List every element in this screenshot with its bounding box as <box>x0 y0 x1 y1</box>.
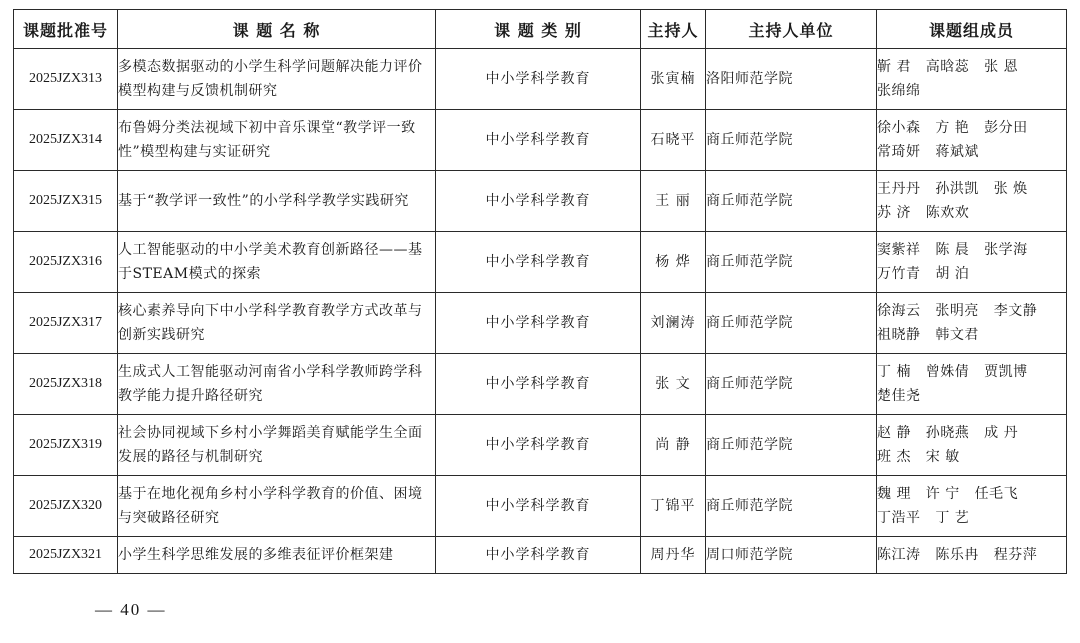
members-line: 常琦妍 蒋斌斌 <box>877 144 979 160</box>
cell-title: 基于“教学评一致性”的小学科学教学实践研究 <box>118 171 436 232</box>
header-code: 课题批准号 <box>14 10 118 49</box>
cell-members <box>877 110 1067 171</box>
cell-code: 2025JZX313 <box>14 49 118 110</box>
cell-unit: 商丘师范学院 <box>706 354 877 415</box>
cell-unit: 洛阳师范学院 <box>706 49 877 110</box>
header-category: 课 题 类 别 <box>436 10 641 49</box>
cell-title: 人工智能驱动的中小学美术教育创新路径——基于STEAM模式的探索 <box>118 232 436 293</box>
cell-members <box>877 415 1067 476</box>
header-members: 课题组成员 <box>877 10 1067 49</box>
table-row <box>14 110 1067 171</box>
cell-code: 2025JZX314 <box>14 110 118 171</box>
members-line: 楚佳尧 <box>877 388 921 404</box>
page-number: — 40 — <box>95 600 167 619</box>
members-line: 苏 济 陈欢欢 <box>877 205 970 221</box>
cell-code: 2025JZX321 <box>14 537 118 574</box>
members-line: 徐小森 方 艳 彭分田 <box>877 120 1028 136</box>
members-line: 魏 理 许 宁 任毛飞 <box>877 486 1019 502</box>
cell-title: 多模态数据驱动的小学生科学问题解决能力评价模型构建与反馈机制研究 <box>118 49 436 110</box>
cell-unit: 商丘师范学院 <box>706 293 877 354</box>
table-row <box>14 354 1067 415</box>
header-unit: 主持人单位 <box>706 10 877 49</box>
cell-host: 刘澜涛 <box>641 293 706 354</box>
cell-members <box>877 537 1067 574</box>
project-table <box>13 9 1067 574</box>
cell-members <box>877 354 1067 415</box>
cell-host: 王 丽 <box>641 171 706 232</box>
cell-host: 丁锦平 <box>641 476 706 537</box>
members-line: 丁浩平 丁 艺 <box>877 510 970 526</box>
cell-category: 中小学科学教育 <box>436 415 641 476</box>
cell-host: 张寅楠 <box>641 49 706 110</box>
cell-host: 杨 烨 <box>641 232 706 293</box>
cell-members <box>877 476 1067 537</box>
cell-title: 社会协同视域下乡村小学舞蹈美育赋能学生全面发展的路径与机制研究 <box>118 415 436 476</box>
members-line: 陈江涛 陈乐冉 程芬萍 <box>877 547 1038 563</box>
cell-title: 核心素养导向下中小学科学教育教学方式改革与创新实践研究 <box>118 293 436 354</box>
table-row <box>14 537 1067 574</box>
cell-members <box>877 171 1067 232</box>
header-row <box>14 10 1067 49</box>
cell-category: 中小学科学教育 <box>436 476 641 537</box>
cell-unit: 商丘师范学院 <box>706 476 877 537</box>
cell-category: 中小学科学教育 <box>436 171 641 232</box>
members-line: 丁 楠 曾姝倩 贾凯博 <box>877 364 1028 380</box>
cell-title: 基于在地化视角乡村小学科学教育的价值、困境与突破路径研究 <box>118 476 436 537</box>
members-line: 窦紫祥 陈 晨 张学海 <box>877 242 1028 258</box>
header-title: 课 题 名 称 <box>118 10 436 49</box>
cell-unit: 商丘师范学院 <box>706 415 877 476</box>
table-row <box>14 476 1067 537</box>
cell-category: 中小学科学教育 <box>436 49 641 110</box>
cell-unit: 周口师范学院 <box>706 537 877 574</box>
cell-code: 2025JZX318 <box>14 354 118 415</box>
cell-members <box>877 49 1067 110</box>
cell-code: 2025JZX317 <box>14 293 118 354</box>
cell-host: 石晓平 <box>641 110 706 171</box>
cell-category: 中小学科学教育 <box>436 293 641 354</box>
members-line: 徐海云 张明亮 李文静 <box>877 303 1038 319</box>
cell-category: 中小学科学教育 <box>436 110 641 171</box>
members-line: 张绵绵 <box>877 83 921 99</box>
cell-host: 尚 静 <box>641 415 706 476</box>
members-line: 王丹丹 孙洪凯 张 焕 <box>877 181 1028 197</box>
members-line: 班 杰 宋 敏 <box>877 449 960 465</box>
table-row <box>14 49 1067 110</box>
cell-code: 2025JZX315 <box>14 171 118 232</box>
members-line: 靳 君 高晗蕊 张 恩 <box>877 59 1019 75</box>
cell-code: 2025JZX316 <box>14 232 118 293</box>
cell-category: 中小学科学教育 <box>436 232 641 293</box>
header-host: 主持人 <box>641 10 706 49</box>
cell-host: 周丹华 <box>641 537 706 574</box>
table-row <box>14 232 1067 293</box>
table-row <box>14 415 1067 476</box>
cell-category: 中小学科学教育 <box>436 354 641 415</box>
table-row <box>14 293 1067 354</box>
cell-code: 2025JZX319 <box>14 415 118 476</box>
cell-category: 中小学科学教育 <box>436 537 641 574</box>
cell-title: 小学生科学思维发展的多维表征评价框架建 <box>118 537 436 574</box>
cell-host: 张 文 <box>641 354 706 415</box>
members-line: 祖晓静 韩文君 <box>877 327 979 343</box>
members-line: 赵 静 孙晓燕 成 丹 <box>877 425 1019 441</box>
cell-unit: 商丘师范学院 <box>706 110 877 171</box>
members-line: 万竹青 胡 泊 <box>877 266 970 282</box>
cell-title: 生成式人工智能驱动河南省小学科学教师跨学科教学能力提升路径研究 <box>118 354 436 415</box>
cell-members <box>877 232 1067 293</box>
cell-title: 布鲁姆分类法视域下初中音乐课堂“教学评一致性”模型构建与实证研究 <box>118 110 436 171</box>
cell-unit: 商丘师范学院 <box>706 171 877 232</box>
cell-code: 2025JZX320 <box>14 476 118 537</box>
cell-members <box>877 293 1067 354</box>
cell-unit: 商丘师范学院 <box>706 232 877 293</box>
table-row <box>14 171 1067 232</box>
